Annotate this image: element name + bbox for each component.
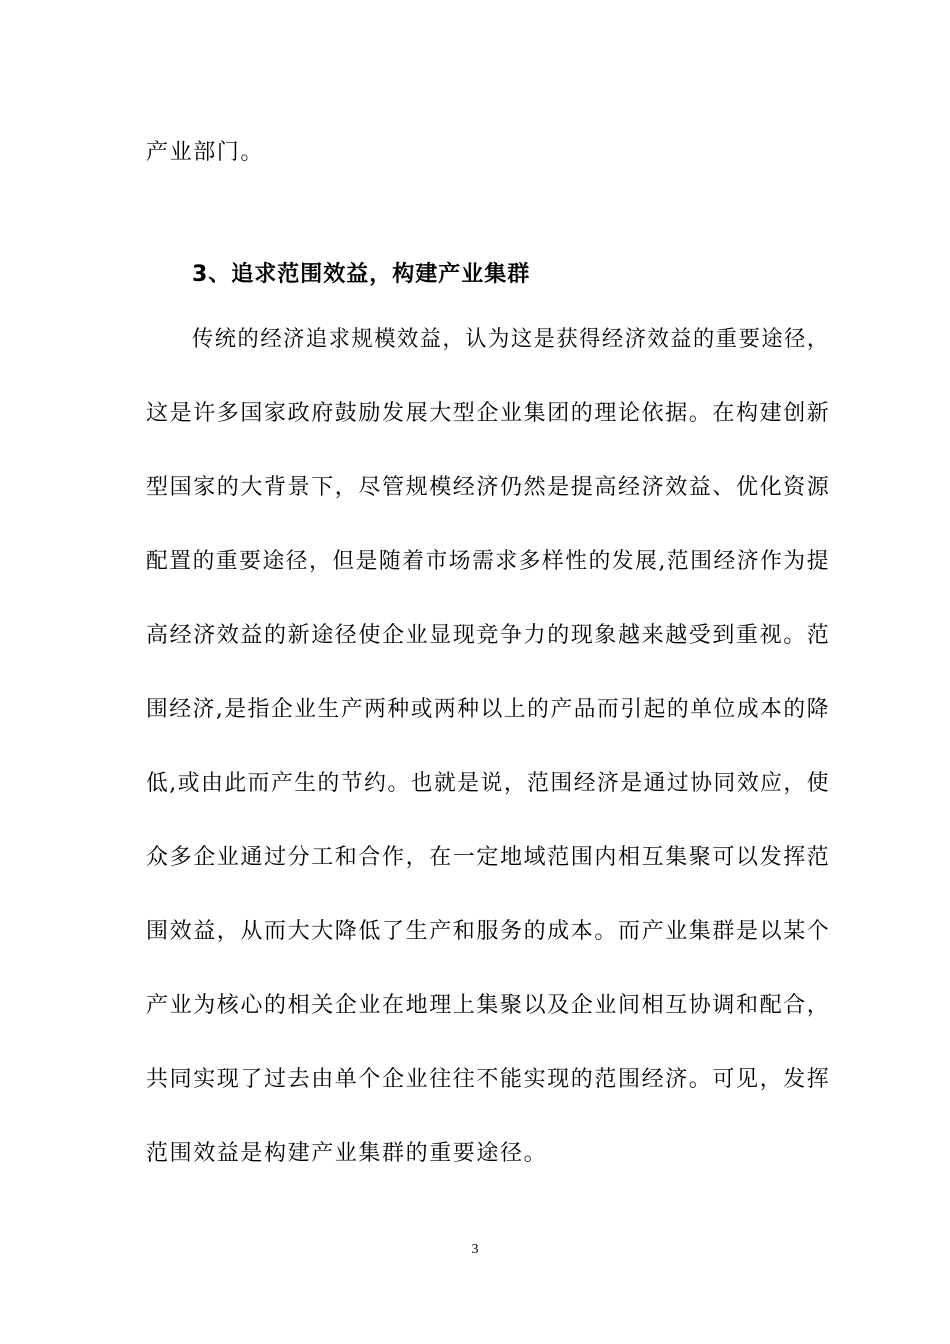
paragraph-line: 这是许多国家政府鼓励发展大型企业集团的理论依据。在构建创新 xyxy=(146,401,831,426)
continuation-text-line: 产业部门。 xyxy=(146,140,265,165)
paragraph-line: 围效益，从而大大降低了生产和服务的成本。而产业集群是以某个 xyxy=(146,919,831,944)
paragraph-line: 共同实现了过去由单个企业往往不能实现的范围经济。可见，发挥 xyxy=(146,1067,831,1092)
paragraph-line: 范围效益是构建产业集群的重要途径。 xyxy=(146,1141,548,1166)
paragraph-line: 低,或由此而产生的节约。也就是说，范围经济是通过协同效应，使 xyxy=(146,771,830,796)
paragraph-line: 配置的重要途径，但是随着市场需求多样性的发展,范围经济作为提 xyxy=(146,549,830,574)
paragraph-line: 高经济效益的新途径使企业显现竞争力的现象越来越受到重视。范 xyxy=(146,623,831,648)
section-heading: 3、追求范围效益，构建产业集群 xyxy=(192,262,531,287)
paragraph-line: 产业为核心的相关企业在地理上集聚以及企业间相互协调和配合， xyxy=(146,993,831,1018)
paragraph-line: 传统的经济追求规模效益，认为这是获得经济效益的重要途径， xyxy=(192,327,830,352)
paragraph-line: 众多企业通过分工和合作，在一定地域范围内相互集聚可以发挥范 xyxy=(146,845,831,870)
paragraph-line: 型国家的大背景下，尽管规模经济仍然是提高经济效益、优化资源 xyxy=(146,475,831,500)
paragraph-line: 围经济,是指企业生产两种或两种以上的产品而引起的单位成本的降 xyxy=(146,697,830,722)
page-number: 3 xyxy=(471,1242,479,1257)
